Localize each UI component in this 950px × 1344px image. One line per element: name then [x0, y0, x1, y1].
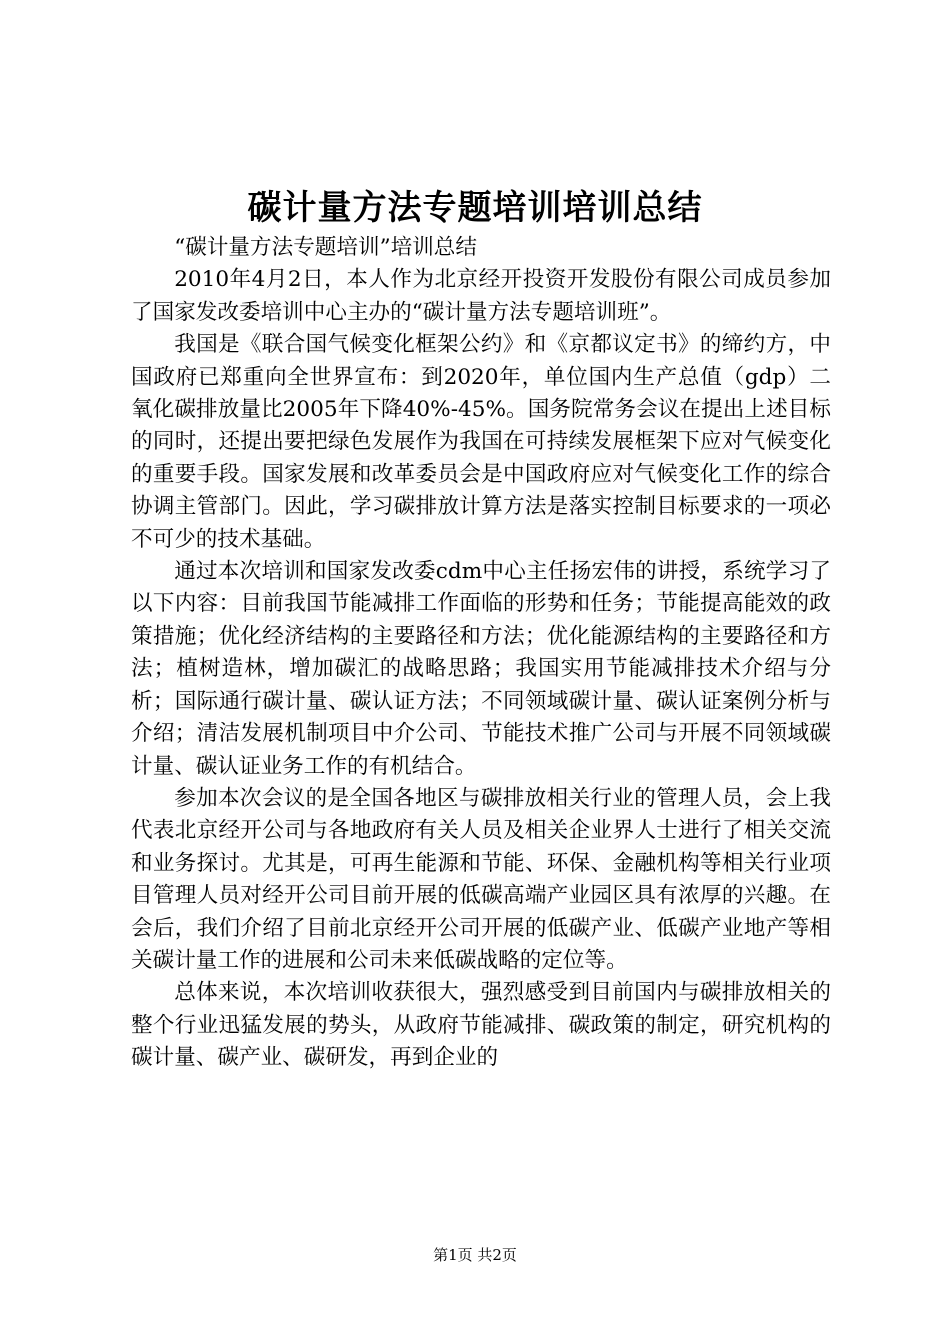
- paragraph-background: 我国是《联合国气候变化框架公约》和《京都议定书》的缔约方，中国政府已郑重向全世界宣布：到2020年，单位国内生产总值（gdp）二氧化碳排放量比2005年下降40%-45%。国务院常务会议在提出上述目标的同时，还提出要把绿色发展作为我国在可持续发展框架下应对气候变化的重要手段。国家发展和改革委员会是中国政府应对气候变化工作的综合协调主管部门。因此，学习碳排放计算方法是落实控制目标要求的一项必不可少的技术基础。: [131, 332, 831, 552]
- paragraph-intro: 2010年4月2日，本人作为北京经开投资开发股份有限公司成员参加了国家发改委培训中心主办的“碳计量方法专题培训班”。: [131, 267, 831, 325]
- paragraph-subtitle: “碳计量方法专题培训”培训总结: [174, 235, 477, 260]
- paragraph-meeting: 参加本次会议的是全国各地区与碳排放相关行业的管理人员，会上我代表北京经开公司与各地政府有关人员及相关企业界人士进行了相关交流和业务探讨。尤其是，可再生能源和节能、环保、金融机构等相关行业项目管理人员对经开公司目前开展的低碳高端产业园区具有浓厚的兴趣。在会后，我们介绍了目前北京经开公司开展的低碳产业、低碳产业地产等相关碳计量工作的进展和公司未来低碳战略的定位等。: [131, 785, 831, 973]
- paragraph-training-content: 通过本次培训和国家发改委cdm中心主任扬宏伟的讲授，系统学习了以下内容：目前我国节能减排工作面临的形势和任务；节能提高能效的政策措施；优化经济结构的主要路径和方法；优化能源结构的主要路径和方法；植树造林，增加碳汇的战略思路；我国实用节能减排技术介绍与分析；国际通行碳计量、碳认证方法；不同领域碳计量、碳认证案例分析与介绍；清洁发展机制项目中介公司、节能技术推广公司与开展不同领域碳计量、碳认证业务工作的有机结合。: [131, 559, 831, 779]
- page-footer: [0, 1244, 950, 1266]
- paragraph-summary: 总体来说，本次培训收获很大，强烈感受到目前国内与碳排放相关的整个行业迅猛发展的势头，从政府节能减排、碳政策的制定，研究机构的碳计量、碳产业、碳研发，再到企业的: [131, 980, 831, 1071]
- page-number-label: 第1页 共2页: [433, 1246, 517, 1264]
- document-body: [131, 232, 831, 1075]
- document-title: 碳计量方法专题培训培训总结: [247, 188, 703, 228]
